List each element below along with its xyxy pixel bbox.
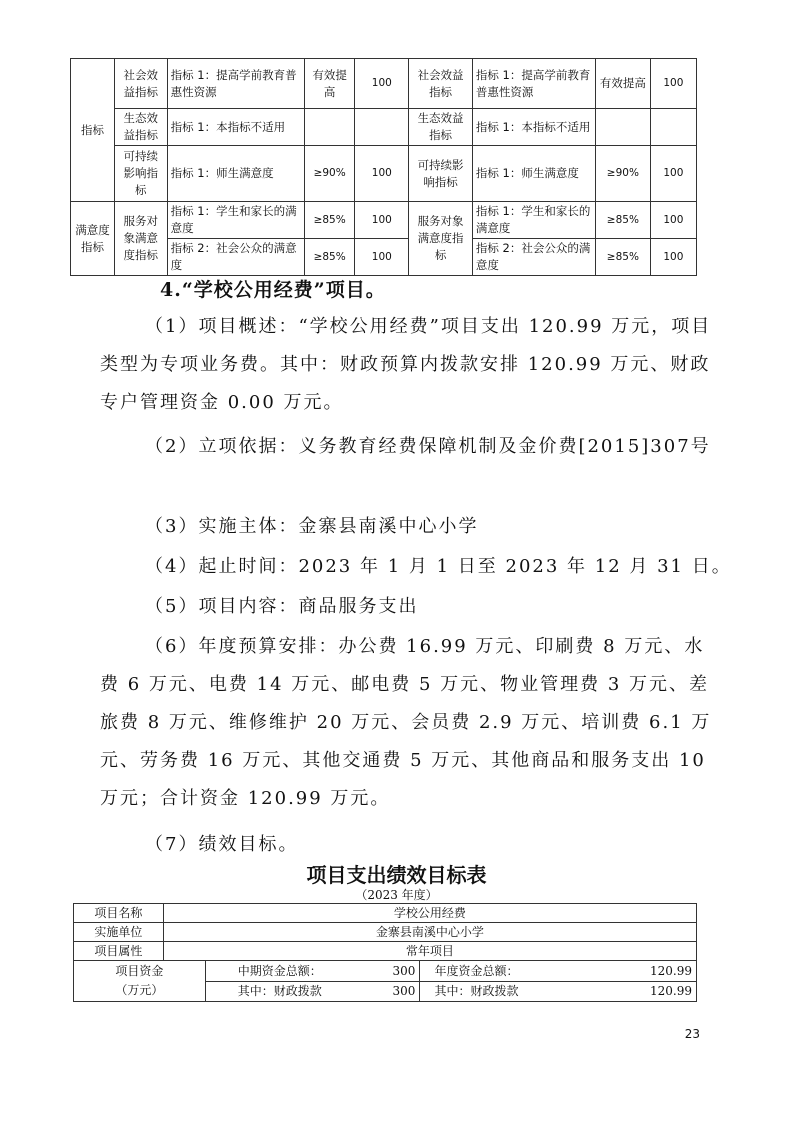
table-row: 项目资金 （万元） 中期资金总额： 300 年度资金总额： 120.99 [74, 961, 697, 982]
satisfaction-label: 满意度指标 [71, 202, 115, 276]
table-row: 项目属性 常年项目 [74, 942, 697, 961]
table-row: 其中：财政拨款 300 其中：财政拨款 120.99 [74, 981, 697, 1002]
table-row: 指标 2：社会公众的满意度 ≥85% 100 指标 2：社会公众的满意度 ≥85% 100 [71, 239, 697, 276]
indicator-label: 指标 [71, 59, 115, 202]
page-number: 23 [684, 1027, 700, 1041]
paragraph-goals: （7）绩效目标。 [145, 834, 299, 855]
table-row: 项目名称 学校公用经费 [74, 904, 697, 923]
section-heading: 4.“学校公用经费”项目。 [160, 279, 386, 301]
paragraph-overview: （1）项目概述：“学校公用经费”项目支出 120.99 万元，项目类型为专项业务费。其中：财政预算内拨款安排 120.99 万元、财政专户管理资金 0.00 万元。 [100, 316, 712, 413]
table-row: 满意度指标 服务对象满意度指标 指标 1：学生和家长的满意度 ≥85% 100 服务对象满意度指标 指标 1：学生和家长的满意度 ≥85% 100 [71, 202, 697, 239]
table-row: 生态效益指标 指标 1：本指标不适用 生态效益指标 指标 1：本指标不适用 [71, 109, 697, 146]
table-row: 可持续影响指标 指标 1：师生满意度 ≥90% 100 可持续影响指标 指标 1：师生满意度 ≥90% 100 [71, 146, 697, 202]
table-year: （2023 年度） [355, 888, 438, 902]
performance-table [73, 903, 697, 1002]
table-row: 实施单位 金寨县南溪中心小学 [74, 923, 697, 942]
paragraph-implementer: （3）实施主体：金寨县南溪中心小学 [145, 516, 479, 537]
paragraph-period: （4）起止时间：2023 年 1 月 1 日至 2023 年 12 月 31 日。 [145, 556, 732, 577]
table-row: 指标 社会效益指标 指标 1：提高学前教育普惠性资源 有效提高 100 社会效益指标 指标 1：提高学前教育普惠性资源 有效提高 100 [71, 59, 697, 109]
paragraph-budget: （6）年度预算安排：办公费 16.99 万元、印刷费 8 万元、水费 6 万元、电费 14 万元、邮电费 5 万元、物业管理费 3 万元、差旅费 8 万元、维修维护 20 万元、会员费 2.9 万元、培训费 6.1 万元、劳务费 16 万元、其他交通费 5 万元、其他商品和服务支出 10 万元；合计资金 120.99 万元。 [100, 636, 712, 809]
table-title: 项目支出绩效目标表 [306, 863, 487, 887]
paragraph-basis: （2）立项依据：义务教育经费保障机制及金价费[2015]307号 [145, 436, 711, 457]
indicator-table [70, 58, 697, 276]
paragraph-content: （5）项目内容：商品服务支出 [145, 596, 419, 617]
